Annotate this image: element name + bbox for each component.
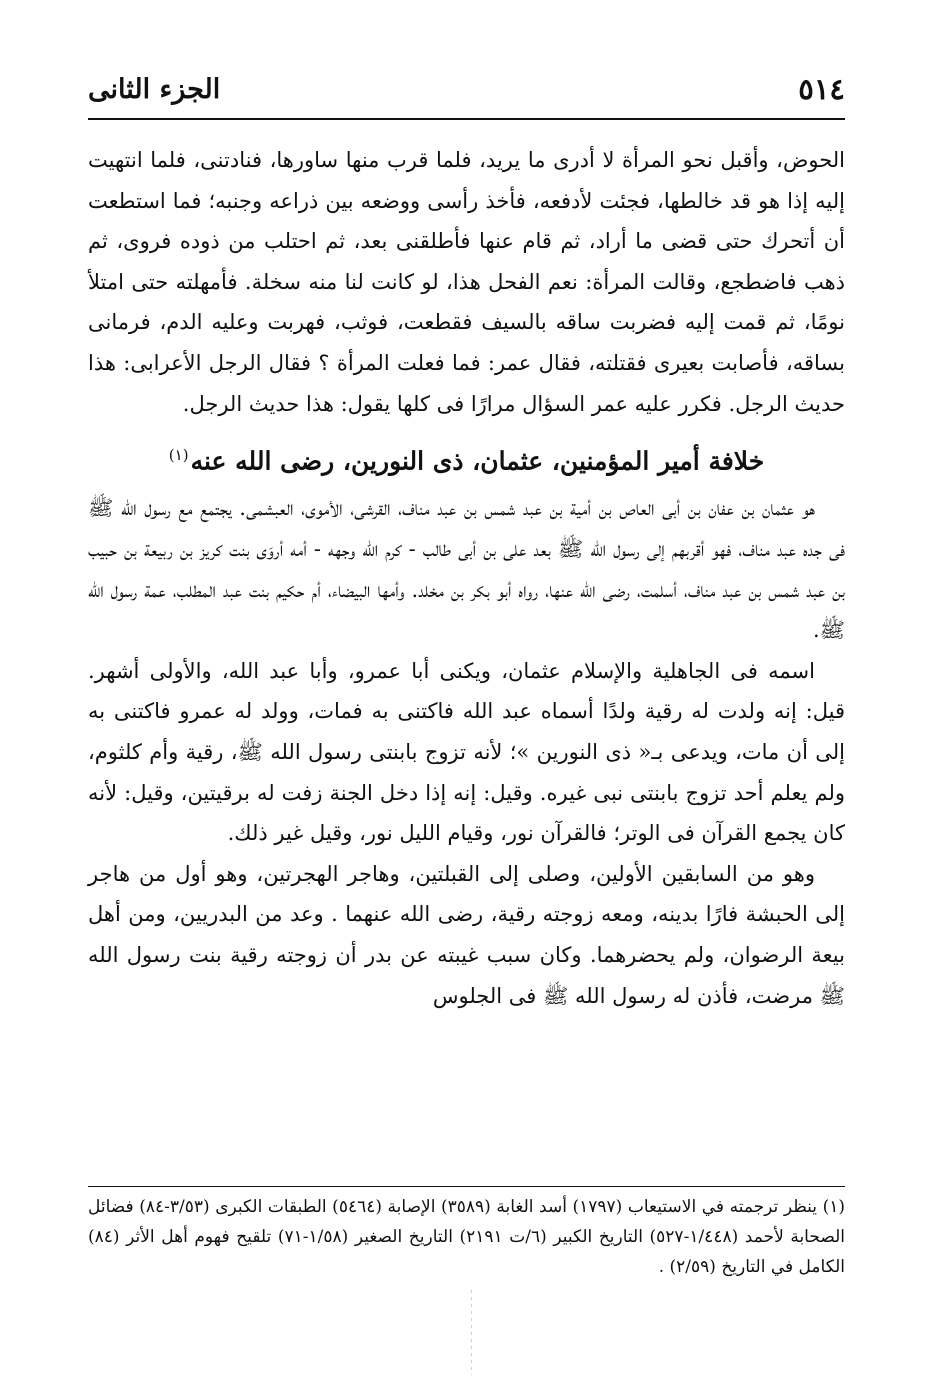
footnote-item: (١) ينظر ترجمته في الاستيعاب (١٧٩٧) أسد الغابة (٣٥٨٩) الإصابة (٥٤٦٤) الطبقات الكبرى (٣/٥٣-٨٤) فضائل الصحابة لأحمد (١/٤٤٨-٥٢٧) التاريخ الكبير (٦/ت ٢١٩١) التاريخ الصغير (١/٥٨-٧١) تلقيح فهوم أهل الأثر (٨٤) الكامل في التاريخ (٢/٥٩) . [88,1197,846,1277]
body-text [88,140,845,1016]
footnotes [88,1192,845,1282]
paragraph-continuation: الحوض، وأقبل نحو المرأة لا أدرى ما يريد، فلما قرب منها ساورها، فنادتنى، فلما انتهيت إليه إذا هو قد خالطها، فجئت لأدفعه، فأخذ رأسى ووضعه بين ذراعه وجنبه؛ فما استطعت أن أتحرك حتى قضى ما أراد، ثم قام عنها فأطلقنى بعد، ثم احتلب من ذوده فروى، ثم ذهب فاضطجع، وقالت المرأة: نعم الفحل هذا، لو كانت لنا منه سخلة. فأمهلته حتى امتلأ نومًا، ثم قمت إليه فضربت ساقه بالسيف فقطعت، فوثب، فهربت وعليه الدم، فرمانى بساقه، فأصابت بعيرى فقتلته، فقال عمر: فما فعلت المرأة ؟ فقال الرجل الأعرابى: هذا حديث الرجل. فكرر عليه عمر السؤال مرارًا فى كلها يقول: هذا حديث الرجل. [88,148,845,416]
section-heading-title: خلافة أمير المؤمنين، عثمان، ذى النورين، رضى الله عنه [190,446,765,476]
page-number: ٥١٤ [798,72,845,106]
section-heading [88,430,845,486]
paragraph-lineage: هو عثمان بن عفان بن أبى العاص بن أمية بن عبد شمس بن عبد مناف، القرشى، الأموى، العبشمى. يجتمع مع رسول الله ﷺ فى جده عبد مناف، فهو أقربهم إلى رسول الله ﷺ بعد على بن أبى طالب - كرم الله وجهه - أمه أروَى بنت كريز بن ربيعة بن حبيب بن عبد شمس بن عبد مناف، أسلمت، رضى الله عنها، رواه أبو بكر بن مخلد. وأمها البيضاء، أم حكيم بنت عبد المطلب، عمة رسول الله ﷺ. [88,496,845,643]
paragraph-virtues: وهو من السابقين الأولين، وصلى إلى القبلتين، وهاجر الهجرتين، وهو أول من هاجر إلى الحبشة فارًا بدينه، ومعه زوجته رقية، رضى الله عنهما . وعد من البدريين، ومن أهل بيعة الرضوان، ولم يحضرهما. وكان سبب غيبته عن بدر أن زوجته رقية بنت رسول الله ﷺ مرضت، فأذن له رسول الله ﷺ فى الجلوس [88,861,845,1008]
footnote-rule [88,1186,845,1187]
page-header [88,62,845,112]
footnote-marker: (١) [168,446,189,465]
scan-seam [471,1290,472,1375]
paragraph-name: اسمه فى الجاهلية والإسلام عثمان، ويكنى أبا عمرو، وأبا عبد الله، والأولى أشهر. قيل: إنه ولدت له رقية ولدًا أسماه عبد الله فاكتنى به فمات، وولد له عمرو فاكتنى به إلى أن مات، ويدعى بـ« ذى النورين »؛ لأنه تزوج بابنتى رسول الله ﷺ، رقية وأم كلثوم، ولم يعلم أحد تزوج بابنتى نبى غيره. وقيل: إنه إذا دخل الجنة زفت له برقيتين، وقيل: لأنه كان يجمع القرآن فى الوتر؛ فالقرآن نور، وقيام الليل نور، وقيل غير ذلك. [88,658,845,846]
running-head: الجزء الثانى [88,74,221,105]
header-rule [88,118,845,120]
